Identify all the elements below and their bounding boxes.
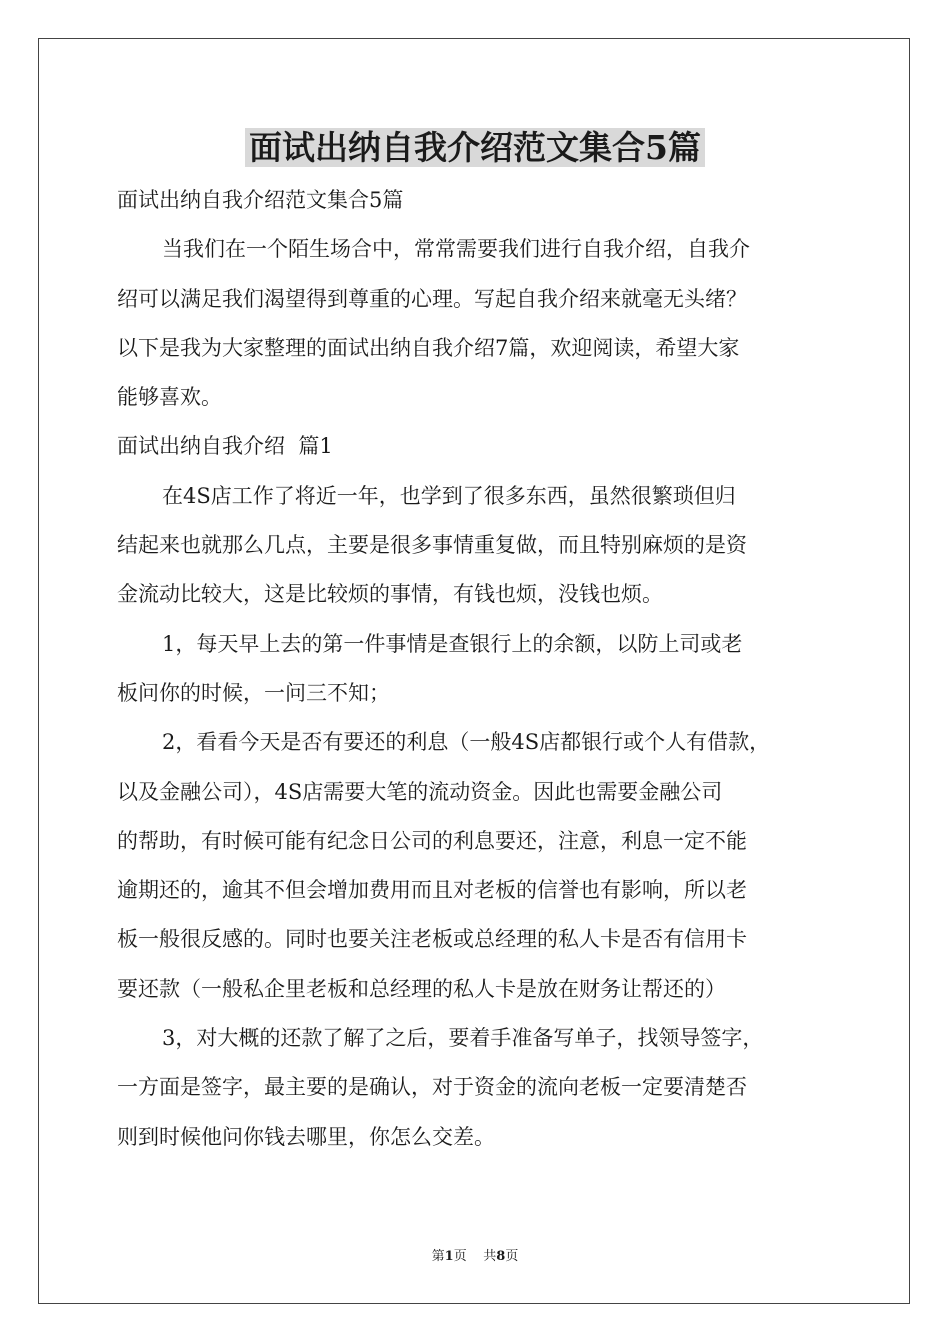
paragraph-2: [117, 620, 833, 719]
text-line: 要还款（一般私企里老板和总经理的私人卡是放在财务让帮还的）: [117, 976, 726, 1001]
section-heading: 面试出纳自我介绍 篇1: [117, 434, 333, 459]
page-footer: [0, 1247, 950, 1267]
text-line: 板问你的时候，一问三不知；: [117, 680, 390, 705]
text-line: 逾期还的，逾其不但会增加费用而且对老板的信誉也有影响，所以老: [117, 878, 747, 903]
text-line: 结起来也就那么几点，主要是很多事情重复做，而且特别麻烦的是资: [117, 533, 747, 558]
text-line: 金流动比较大，这是比较烦的事情，有钱也烦，没钱也烦。: [117, 582, 663, 607]
page-number: 1: [444, 1249, 454, 1264]
text-line: 绍可以满足我们渴望得到尊重的心理。写起自我介绍来就毫无头绪？: [117, 286, 747, 311]
document-title: [0, 124, 950, 172]
paragraph-1: [117, 472, 833, 620]
total-label-suffix: 页: [505, 1249, 519, 1264]
text-line: 3，对大概的还款了解了之后，要着手准备写单子，找领导签字，: [162, 1026, 764, 1051]
document-title-text: 面试出纳自我介绍范文集合5篇: [245, 128, 705, 167]
text-line: 能够喜欢。: [117, 385, 222, 410]
text-line: 板一般很反感的。同时也要关注老板或总经理的私人卡是否有信用卡: [117, 927, 747, 952]
document-body: [117, 176, 833, 1162]
total-pages: 8: [496, 1249, 506, 1264]
paragraph-3: [117, 718, 833, 1014]
text-line: 则到时候他问你钱去哪里，你怎么交差。: [117, 1124, 495, 1149]
text-line: 1，每天早上去的第一件事情是查银行上的余额，以防上司或老: [162, 631, 743, 656]
page-label-suffix: 页: [453, 1249, 467, 1264]
text-line: 2，看看今天是否有要还的利息（一般4S店都银行或个人有借款，: [162, 730, 771, 755]
text-line: 当我们在一个陌生场合中，常常需要我们进行自我介绍，自我介: [162, 237, 750, 262]
text-line: 一方面是签字，最主要的是确认，对于资金的流向老板一定要清楚否: [117, 1075, 747, 1100]
intro-paragraph: [117, 225, 833, 422]
subtitle: 面试出纳自我介绍范文集合5篇: [117, 188, 404, 212]
text-line: 以及金融公司），4S店需要大笔的流动资金。因此也需要金融公司: [117, 779, 723, 804]
text-line: 在4S店工作了将近一年，也学到了很多东西，虽然很繁琐但归: [162, 483, 736, 508]
total-label-prefix: 共: [483, 1249, 497, 1264]
page-label-prefix: 第: [431, 1249, 445, 1264]
text-line: 的帮助，有时候可能有纪念日公司的利息要还，注意，利息一定不能: [117, 828, 747, 853]
paragraph-4: [117, 1014, 833, 1162]
text-line: 以下是我为大家整理的面试出纳自我介绍7篇，欢迎阅读，希望大家: [117, 335, 740, 360]
